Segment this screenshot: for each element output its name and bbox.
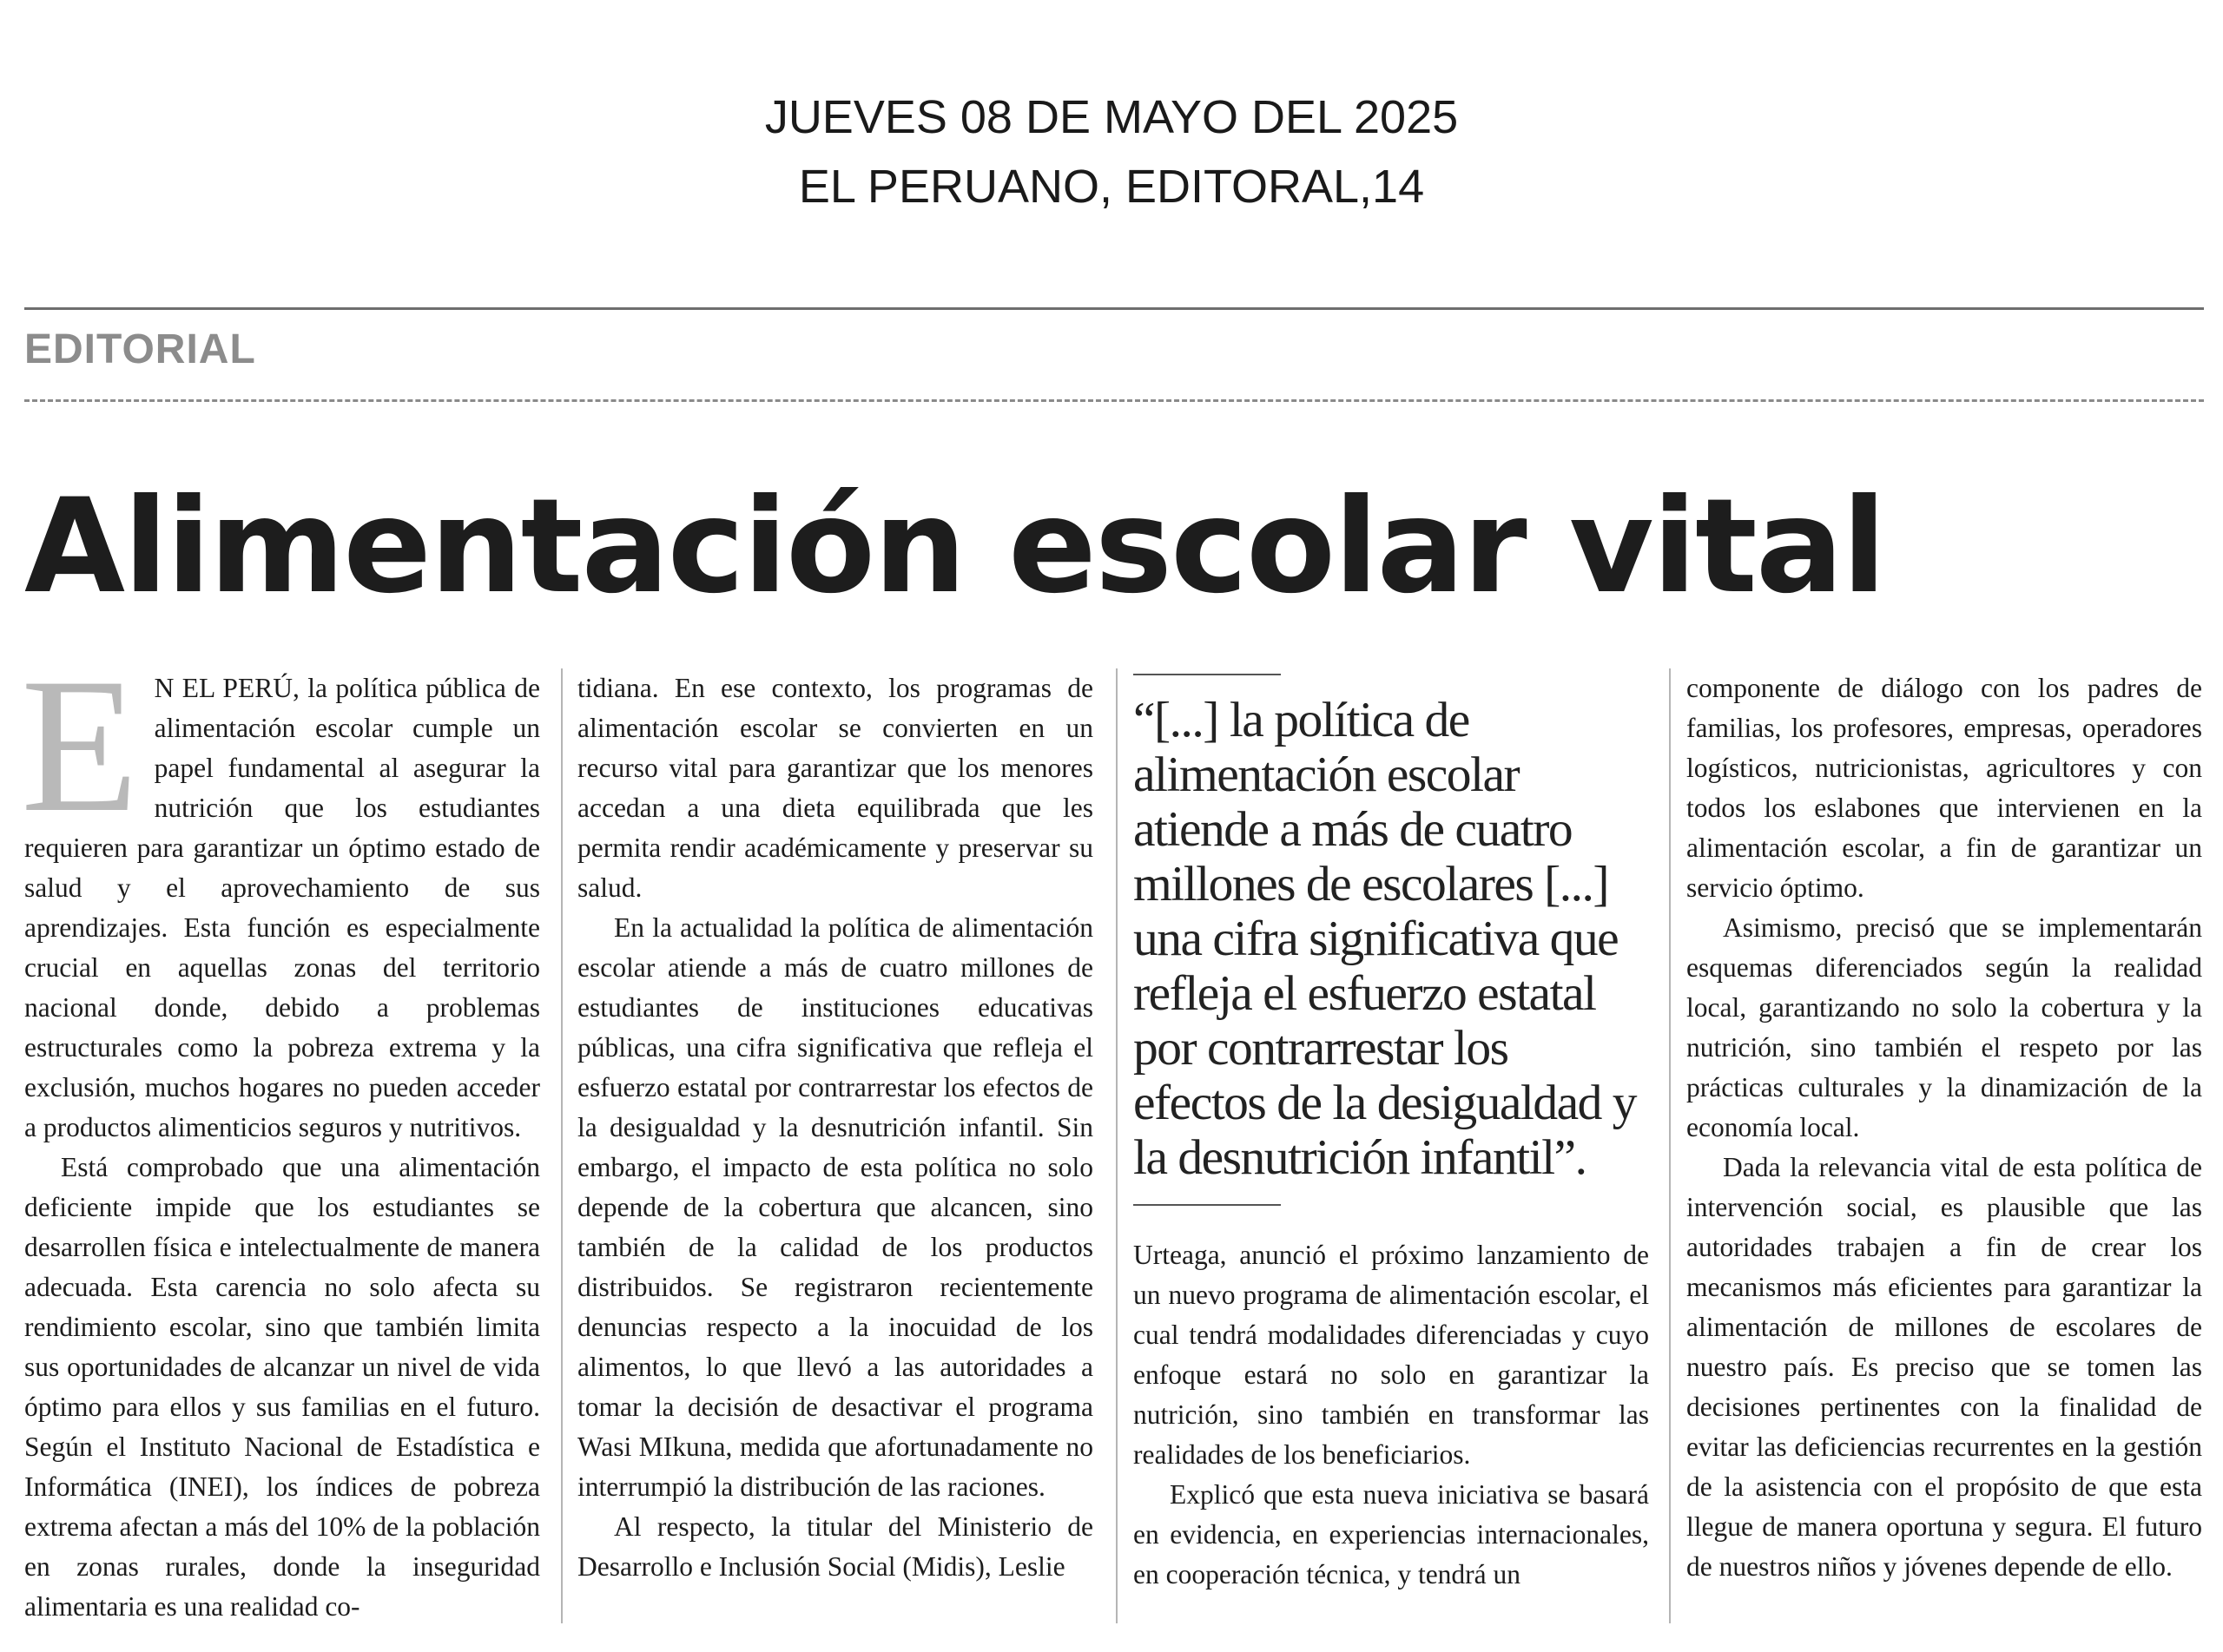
publication-source: EL PERUANO, EDITORAL,14 [798,161,1425,213]
publication-date: JUEVES 08 DE MAYO DEL 2025 [764,91,1459,143]
article-column-1 [21,639,540,1627]
dotted-rule [24,399,2204,402]
page-header [0,82,2223,221]
section-label: EDITORIAL [24,326,256,372]
paragraph: Está comprobado que una alimentación deficiente impide que los estudiantes se desarrollen física e intelectualmente de manera adecuada. Esta carencia no solo afecta su rendimiento escolar, sino que también limita sus oportunidades de alcanzar un nivel de vida óptimo para ellos y sus familias en el futuro. Según el Instituto Nacional de Estadística e Informática (INEI), los índices de pobreza extrema afectan a más del 10% de la población en zonas rurales, donde la inseguridad alimentaria es una realidad co- [24,1152,540,1622]
article-column-2 [577,668,1093,1587]
paragraph: componente de diálogo con los padres de familias, los profesores, empresas, operadores logísticos, nutricionistas, agricultores y con todos los eslabones que intervienen en la alimentación escolar, a fin de garantizar un servicio óptimo. [1686,673,2202,903]
paragraph: Urteaga, anunció el próximo lanzamiento de un nuevo programa de alimentación escolar, el cual tendrá modalidades diferenciadas y cuyo enfoque estará no solo en garantizar la nutrición, sino también en transformar las realidades de los beneficiarios. [1133,1240,1649,1470]
column-divider [1669,668,1671,1623]
pull-quote: “[...] la política de alimentación escolar atiende a más de cuatro millones de escolares [...] una cifra significativa que refleja el esfuerzo estatal por contrarrestar los efectos de la desigualdad y la desnutrición infantil”. [1133,693,1636,1185]
paragraph: tidiana. En ese contexto, los programas de alimentación escolar se convierten en un recurso vital para garantizar que los menores accedan a una dieta equilibrada que les permita rendir académicamente y preservar su salud. [577,673,1093,903]
headline: Alimentación escolar vital [24,471,1885,622]
quote-rule-bottom [1133,1204,1281,1206]
paragraph: Explicó que esta nueva iniciativa se basará en evidencia, en experiencias internacionales, en cooperación técnica, y tendrá un [1133,1479,1649,1589]
paragraph: N EL PERÚ, la política pública de alimentación escolar cumple un papel fundamental al asegurar la nutrición que los estudiantes requieren para garantizar un óptimo estado de salud y el aprovechamiento de sus aprendizajes. Esta función es especialmente crucial en aquellas zonas del territorio nacional donde, debido a problemas estructurales como la pobreza extrema y la exclusión, muchos hogares no pueden acceder a productos alimenticios seguros y nutritivos. [24,673,540,1142]
article-column-3 [1133,668,1649,1595]
article-column-4 [1686,668,2202,1587]
drop-cap: E [21,639,139,852]
top-rule [24,307,2204,310]
paragraph: Al respecto, la titular del Ministerio de Desarrollo e Inclusión Social (Midis), Leslie [577,1511,1093,1582]
column-divider [561,668,563,1623]
paragraph: Dada la relevancia vital de esta política de intervención social, es plausible que las autoridades trabajen a fin de crear los mecanismos más eficientes para garantizar la alimentación de millones de escolares de nuestro país. Es preciso que se tomen las decisiones pertinentes con la finalidad de evitar las deficiencias recurrentes en la gestión de la asistencia con el propósito de que esta llegue de manera oportuna y segura. El futuro de nuestros niños y jóvenes depende de ello. [1686,1152,2202,1582]
paragraph: En la actualidad la política de alimentación escolar atiende a más de cuatro millones de estudiantes de instituciones educativas públicas, una cifra significativa que refleja el esfuerzo estatal por contrarrestar los efectos de la desigualdad y la desnutrición infantil. Sin embargo, el impacto de esta política no solo depende de la cobertura que alcancen, sino también de la calidad de los productos distribuidos. Se registraron recientemente denuncias respecto a la inocuidad de los alimentos, lo que llevó a las autoridades a tomar la decisión de desactivar el programa Wasi MIkuna, medida que afortunadamente no interrumpió la distribución de las raciones. [577,912,1093,1502]
quote-rule-top [1133,674,1281,675]
column-divider [1116,668,1118,1623]
paragraph: Asimismo, precisó que se implementarán esquemas diferenciados según la realidad local, garantizando no solo la cobertura y la nutrición, sino también el respeto por las prácticas culturales y la dinamización de la economía local. [1686,912,2202,1142]
